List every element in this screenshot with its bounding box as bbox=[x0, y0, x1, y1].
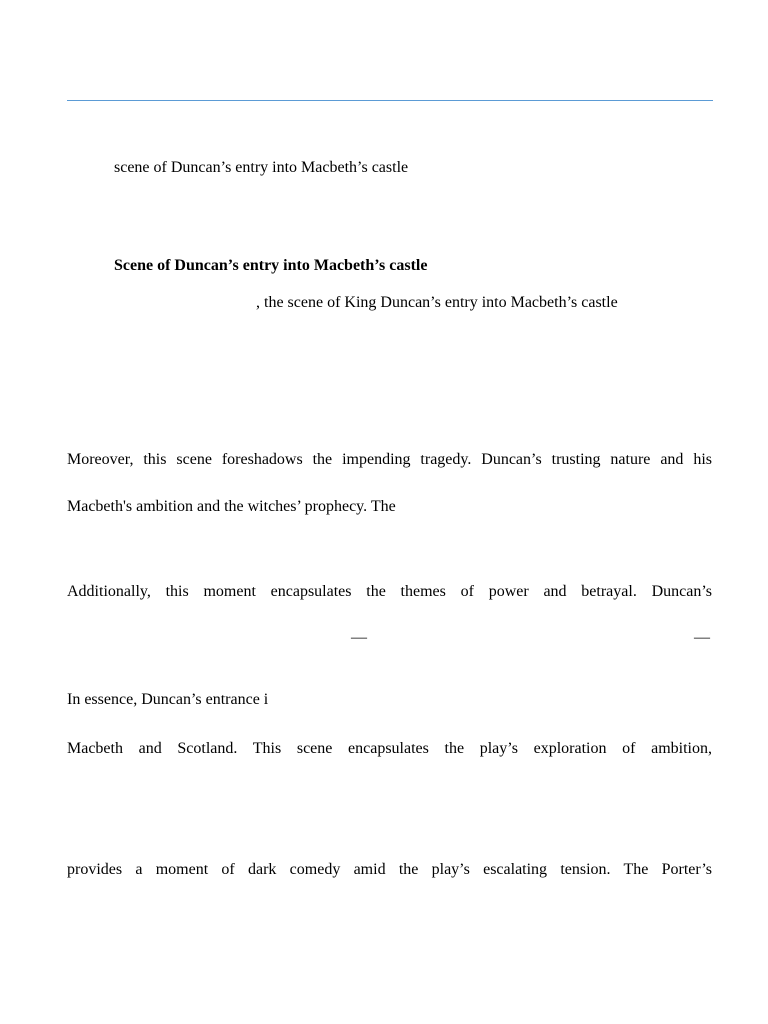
paragraph-1-line-2: Macbeth's ambition and the witches’ prophecy. The bbox=[67, 498, 396, 515]
section-title: Scene of Duncan’s entry into Macbeth’s castle bbox=[114, 257, 428, 274]
paragraph-3-line-1: In essence, Duncan’s entrance i bbox=[67, 691, 269, 708]
paragraph-4-line-1: provides a moment of dark comedy amid the play’s escalating tension. The Porter’s bbox=[67, 861, 712, 878]
paragraph-1-line-1: Moreover, this scene foreshadows the impending tragedy. Duncan’s trusting nature and his bbox=[67, 451, 712, 468]
paragraph-2-dash-2: — bbox=[694, 629, 710, 646]
running-heading: scene of Duncan’s entry into Macbeth’s castle bbox=[114, 159, 409, 176]
paragraph-2-line-1: Additionally, this moment encapsulates the themes of power and betrayal. Duncan’s bbox=[67, 583, 712, 600]
intro-fragment: , the scene of King Duncan’s entry into Macbeth’s castle bbox=[256, 294, 618, 311]
paragraph-2-dash-1: — bbox=[351, 629, 367, 646]
paragraph-3-line-2: Macbeth and Scotland. This scene encapsulates the play’s exploration of ambition, bbox=[67, 740, 712, 757]
header-divider bbox=[67, 100, 713, 101]
